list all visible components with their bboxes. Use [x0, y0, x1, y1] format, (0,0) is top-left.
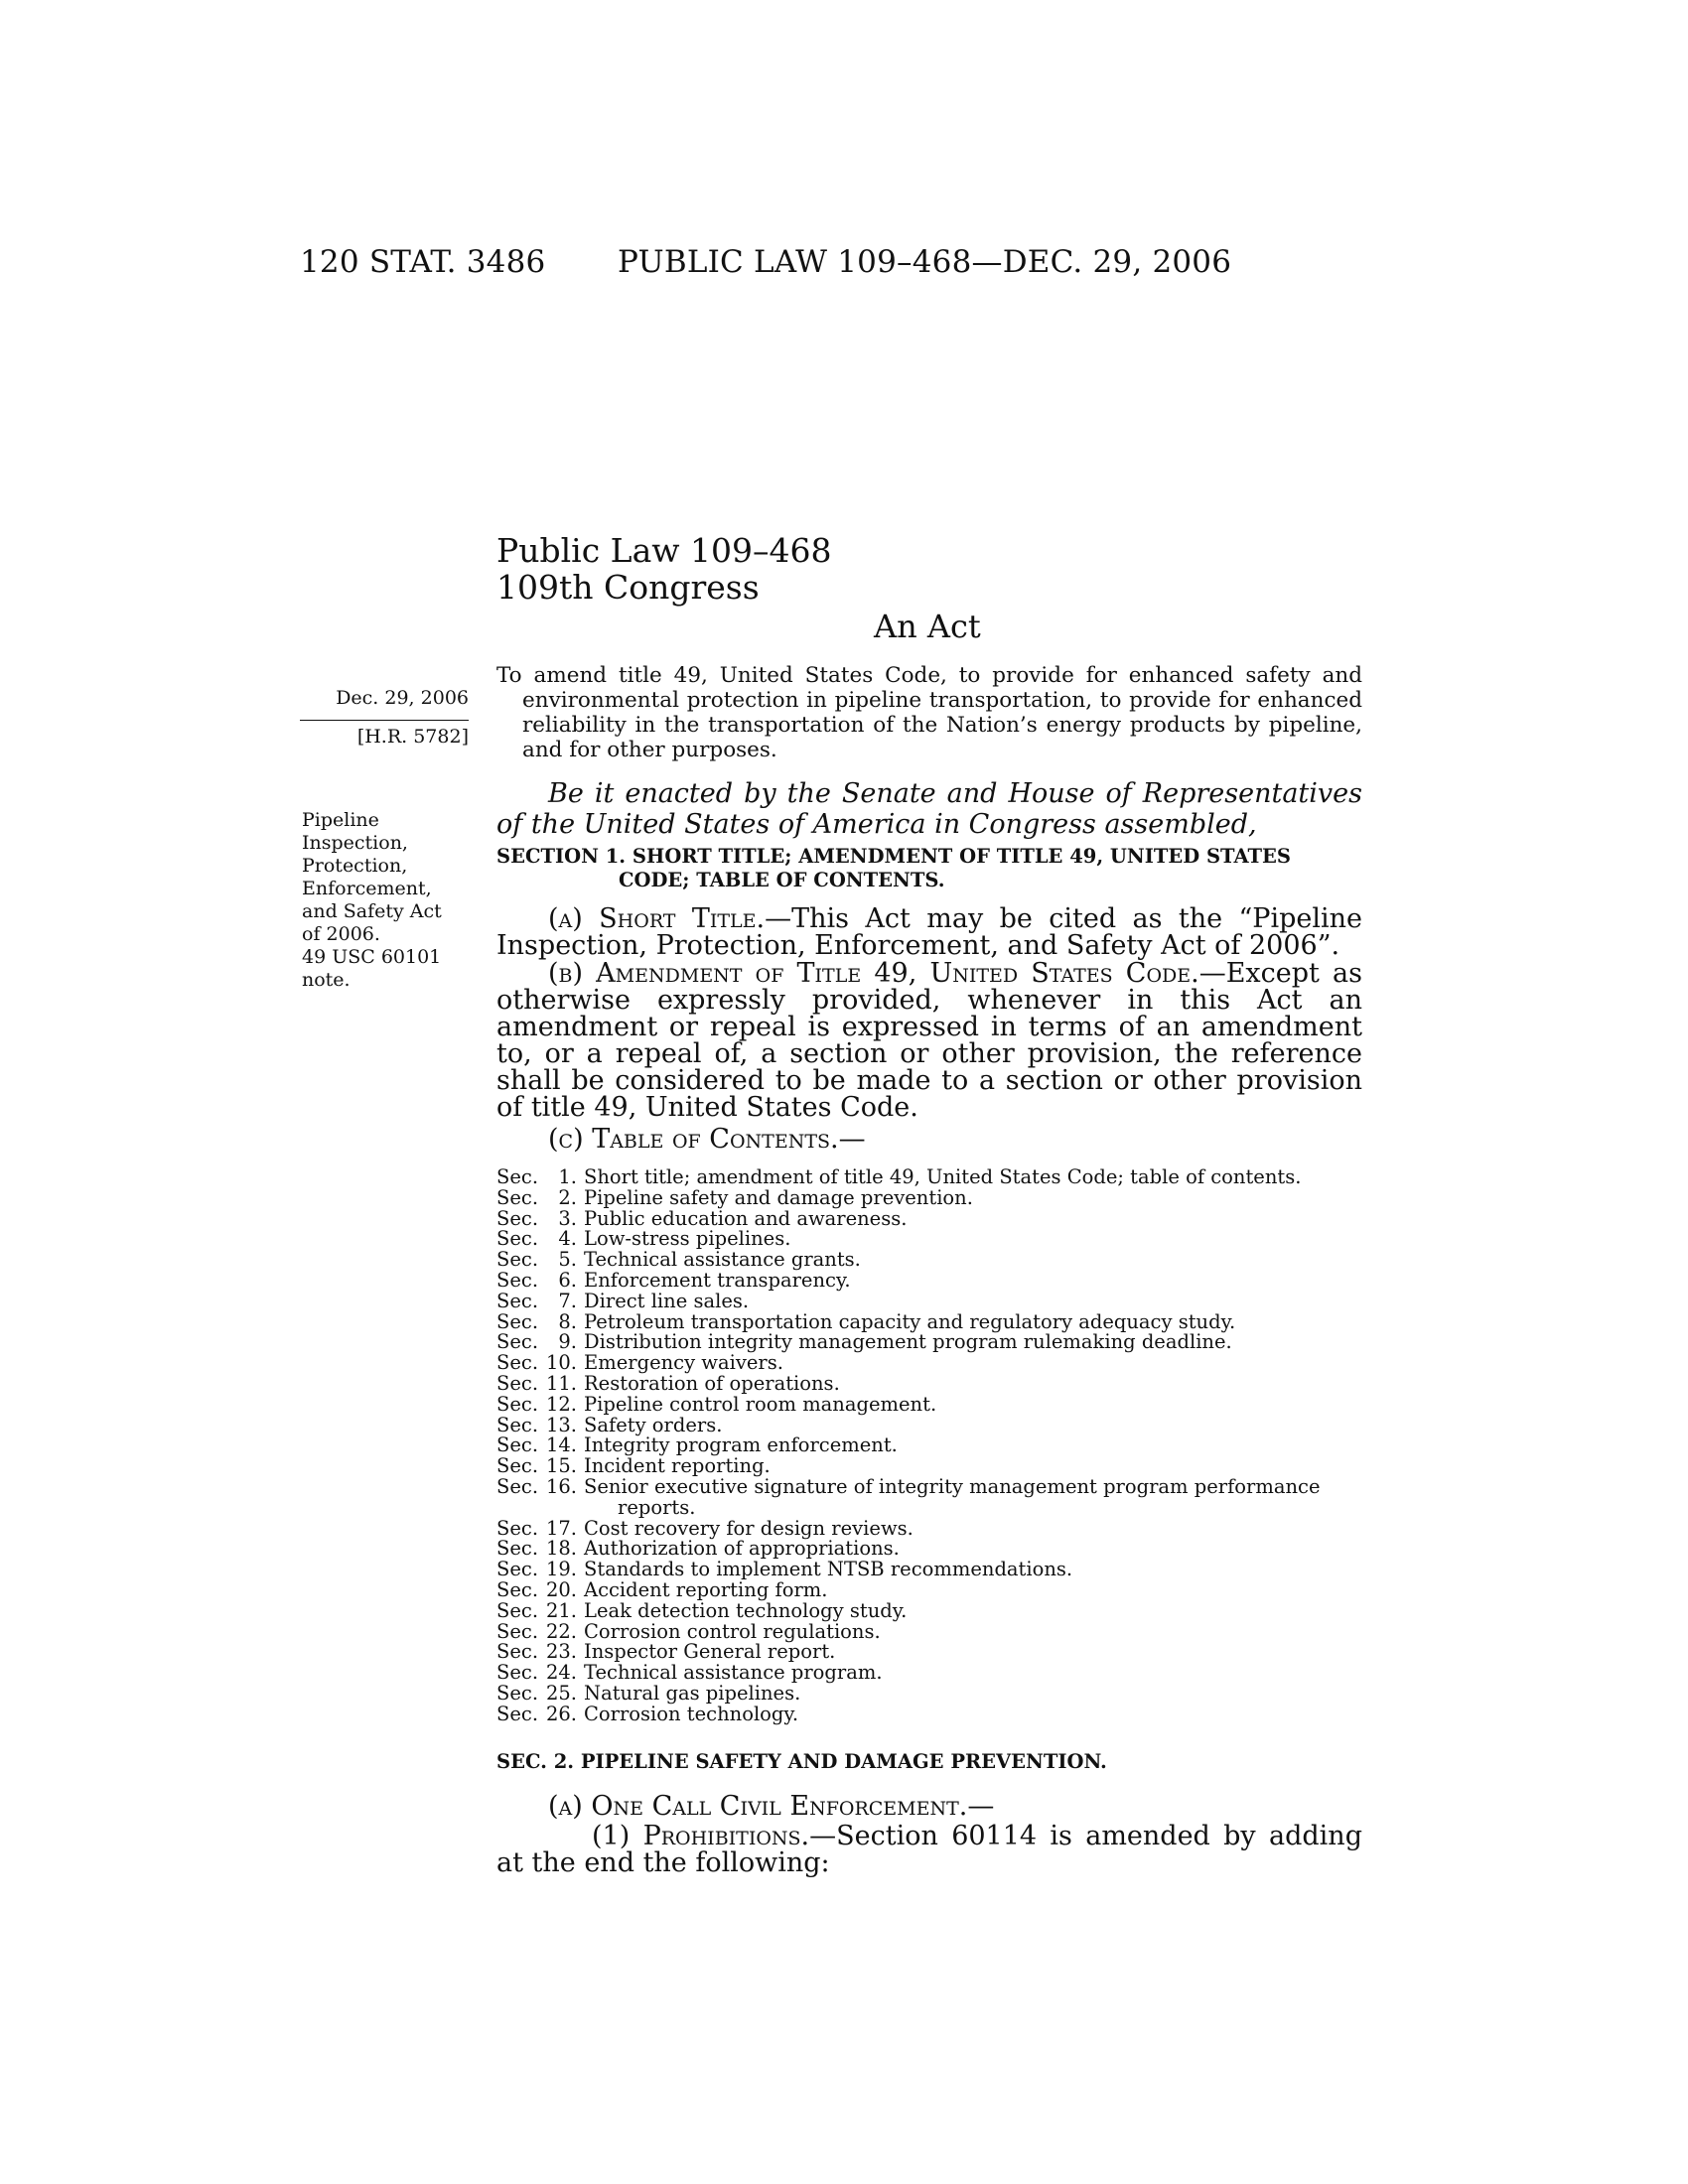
toc-entry — [496, 1413, 1362, 1436]
subsection-label: (a) One Call Civil Enforcement. — [548, 1791, 968, 1822]
toc-number: 12. — [545, 1392, 577, 1416]
toc-entry — [496, 1474, 1362, 1519]
toc-entry — [496, 1229, 1362, 1250]
toc-title-text: Enforcement transparency. — [584, 1268, 851, 1292]
toc-number: 18. — [545, 1537, 577, 1561]
section-2-heading: SEC. 2. PIPELINE SAFETY AND DAMAGE PREVENTION. — [496, 1750, 1107, 1773]
toc-title — [584, 1577, 1362, 1601]
section-1-c — [496, 1126, 1362, 1153]
toc-title — [584, 1268, 1362, 1292]
toc-entry — [496, 1598, 1362, 1622]
toc-title-text: Short title; amendment of title 49, United States Code; table of contents. — [584, 1165, 1302, 1188]
toc-title-text: Cost recovery for design reviews. — [584, 1516, 914, 1540]
toc-title-text: Standards to implement NTSB recommendations. — [584, 1558, 1073, 1581]
toc-title-text: Incident reporting. — [584, 1454, 771, 1478]
toc-entry — [496, 1560, 1362, 1580]
toc-sec-prefix: Sec. — [496, 1248, 539, 1272]
toc-entry — [496, 1250, 1362, 1271]
toc-title — [584, 1309, 1362, 1333]
toc-entry — [496, 1577, 1362, 1601]
toc-sec-prefix: Sec. — [496, 1392, 539, 1416]
toc-entry — [496, 1456, 1362, 1477]
toc-sec-prefix: Sec. — [496, 1454, 539, 1478]
toc-title — [584, 1516, 1362, 1540]
toc-entry — [496, 1332, 1362, 1353]
toc-title-text: Senior executive signature of integrity management program performance — [584, 1474, 1321, 1498]
toc-number: 10. — [545, 1351, 577, 1375]
toc-number: 24. — [545, 1661, 577, 1685]
toc-title — [584, 1167, 1362, 1188]
running-head: PUBLIC LAW 109–468—DEC. 29, 2006 — [618, 244, 1232, 280]
section-1-heading: SECTION 1. SHORT TITLE; AMENDMENT OF TITLE 49, UNITED STATES CODE; TABLE OF CONTENTS. — [496, 845, 1291, 891]
enacting-clause: Be it enacted by the Senate and House of Representatives of the United States of America in Congress assembled, — [496, 778, 1362, 840]
toc-entry — [496, 1619, 1362, 1643]
public-law-number: Public Law 109–468 — [496, 531, 832, 570]
law-title-block — [496, 532, 831, 606]
toc-number: 3. — [558, 1206, 577, 1230]
margin-note-line: Pipeline — [302, 809, 379, 831]
toc-title — [584, 1642, 1362, 1663]
toc-title — [584, 1185, 1362, 1209]
toc-sec-prefix: Sec. — [496, 1309, 539, 1333]
toc-number: 25. — [545, 1681, 577, 1705]
toc-title — [584, 1619, 1362, 1643]
toc-sec-prefix: Sec. — [496, 1702, 539, 1725]
toc-title-text: Safety orders. — [584, 1413, 723, 1436]
section-2-a-1 — [496, 1823, 1362, 1876]
toc-number: 4. — [558, 1227, 577, 1251]
toc-entry — [496, 1167, 1362, 1188]
toc-number: 20. — [545, 1577, 577, 1601]
toc-sec-prefix: Sec. — [496, 1227, 539, 1251]
table-of-contents — [496, 1167, 1362, 1725]
toc-number: 23. — [545, 1640, 577, 1664]
subsection-label: (c) Table of Contents. — [548, 1124, 839, 1155]
margin-note-line: Protection, — [302, 855, 408, 877]
toc-title-text: Corrosion control regulations. — [584, 1619, 881, 1643]
toc-number: 17. — [545, 1516, 577, 1540]
toc-sec-prefix: Sec. — [496, 1681, 539, 1705]
toc-number: 5. — [558, 1248, 577, 1272]
paragraph-text: —Section 60114 is amended by adding at the end the following: — [496, 1821, 1362, 1878]
toc-sec-prefix: Sec. — [496, 1371, 539, 1395]
toc-title — [584, 1392, 1362, 1416]
margin-date-block — [300, 686, 469, 749]
subsection-text: —This Act may be cited as the “Pipeline Inspection, Protection, Enforcement, and Safety Act of 2006”. — [496, 903, 1362, 961]
toc-title — [584, 1206, 1362, 1230]
toc-title — [584, 1456, 1362, 1477]
toc-number: 15. — [545, 1454, 577, 1478]
toc-title-text: Accident reporting form. — [584, 1577, 828, 1601]
toc-title-text: Restoration of operations. — [584, 1371, 840, 1395]
margin-note-line: note. — [302, 969, 351, 991]
toc-title-text: Natural gas pipelines. — [584, 1681, 801, 1705]
toc-number: 7. — [558, 1289, 577, 1312]
purpose-paragraph: To amend title 49, United States Code, to provide for enhanced safety and environmental protection in pipeline transportation, to provide for enhanced reliability in the transportation of the Nation’s energy products by pipeline, and for other purposes. — [496, 663, 1362, 762]
toc-number: 16. — [545, 1474, 577, 1498]
margin-note-line: of 2006. — [302, 923, 380, 945]
toc-number: 26. — [545, 1702, 577, 1725]
toc-title — [584, 1413, 1362, 1436]
toc-sec-prefix: Sec. — [496, 1516, 539, 1540]
margin-note — [302, 809, 461, 992]
paragraph-label: (1) Prohibitions. — [592, 1821, 810, 1851]
toc-title-text: Inspector General report. — [584, 1640, 836, 1664]
toc-entry — [496, 1642, 1362, 1663]
toc-number: 22. — [545, 1619, 577, 1643]
toc-sec-prefix: Sec. — [496, 1433, 539, 1457]
toc-title — [584, 1474, 1362, 1519]
toc-title-text: Public education and awareness. — [584, 1206, 908, 1230]
toc-sec-prefix: Sec. — [496, 1413, 539, 1436]
page-stat-number: 120 STAT. 3486 — [300, 244, 546, 280]
toc-title — [584, 1702, 1362, 1725]
margin-note-line: and Safety Act — [302, 900, 442, 922]
toc-title-text: Pipeline safety and damage prevention. — [584, 1185, 973, 1209]
toc-title-text: Distribution integrity management program rulemaking deadline. — [584, 1330, 1232, 1354]
toc-title-text: Corrosion technology. — [584, 1702, 799, 1725]
toc-entry — [496, 1353, 1362, 1374]
toc-title — [584, 1289, 1362, 1312]
toc-sec-prefix: Sec. — [496, 1661, 539, 1685]
section-2-a — [496, 1793, 1362, 1820]
toc-title-text: Direct line sales. — [584, 1289, 750, 1312]
toc-entry — [496, 1539, 1362, 1560]
toc-sec-prefix: Sec. — [496, 1165, 539, 1188]
toc-sec-prefix: Sec. — [496, 1558, 539, 1581]
toc-title — [584, 1681, 1362, 1705]
toc-title — [584, 1371, 1362, 1395]
margin-divider — [300, 710, 469, 721]
toc-number: 8. — [558, 1309, 577, 1333]
toc-number: 13. — [545, 1413, 577, 1436]
margin-note-line: Inspection, — [302, 832, 408, 854]
act-label: An Act — [874, 608, 981, 645]
toc-entry — [496, 1206, 1362, 1230]
toc-sec-prefix: Sec. — [496, 1185, 539, 1209]
bill-number: [H.R. 5782] — [356, 726, 469, 748]
toc-number: 11. — [545, 1371, 577, 1395]
toc-sec-prefix: Sec. — [496, 1577, 539, 1601]
toc-entry — [496, 1309, 1362, 1333]
toc-title-text: Authorization of appropriations. — [584, 1537, 900, 1561]
subsection-text: — — [967, 1791, 995, 1822]
subsection-label: (a) Short Title. — [548, 903, 766, 934]
toc-number: 6. — [558, 1268, 577, 1292]
toc-title — [584, 1539, 1362, 1560]
toc-entry — [496, 1185, 1362, 1209]
toc-title — [584, 1663, 1362, 1684]
toc-title-text: Leak detection technology study. — [584, 1598, 908, 1622]
toc-title — [584, 1250, 1362, 1271]
toc-entry — [496, 1435, 1362, 1456]
toc-title-text: Emergency waivers. — [584, 1351, 783, 1375]
toc-sec-prefix: Sec. — [496, 1474, 539, 1498]
toc-title-text: Pipeline control room management. — [584, 1392, 937, 1416]
toc-sec-prefix: Sec. — [496, 1537, 539, 1561]
toc-title — [584, 1560, 1362, 1580]
toc-entry — [496, 1663, 1362, 1684]
toc-title — [584, 1435, 1362, 1456]
toc-number: 21. — [545, 1598, 577, 1622]
toc-entry — [496, 1268, 1362, 1292]
toc-number: 1. — [558, 1165, 577, 1188]
subsection-text: —Except as otherwise expressly provided, whenever in this Act an amendment or repeal is expressed in terms of an amendment to, or a repeal of, a section or other provision, the reference shall be considered to be made to a section or other provision of title 49, United States Code. — [496, 958, 1362, 1123]
toc-title — [584, 1353, 1362, 1374]
toc-title — [584, 1332, 1362, 1353]
toc-sec-prefix: Sec. — [496, 1351, 539, 1375]
toc-sec-prefix: Sec. — [496, 1330, 539, 1354]
toc-number: 9. — [558, 1330, 577, 1354]
section-1-b — [496, 960, 1362, 1121]
toc-entry — [496, 1681, 1362, 1705]
toc-entry — [496, 1702, 1362, 1725]
toc-title-text: Petroleum transportation capacity and regulatory adequacy study. — [584, 1309, 1236, 1333]
toc-title-text: Low-stress pipelines. — [584, 1227, 791, 1251]
toc-title-text: Technical assistance program. — [584, 1661, 883, 1685]
toc-sec-prefix: Sec. — [496, 1206, 539, 1230]
toc-sec-prefix: Sec. — [496, 1619, 539, 1643]
toc-number: 14. — [545, 1433, 577, 1457]
toc-sec-prefix: Sec. — [496, 1598, 539, 1622]
toc-sec-prefix: Sec. — [496, 1268, 539, 1292]
margin-note-line: Enforcement, — [302, 878, 432, 899]
margin-note-line: 49 USC 60101 — [302, 946, 442, 968]
toc-entry — [496, 1289, 1362, 1312]
congress-number: 109th Congress — [496, 568, 760, 607]
subsection-text: — — [838, 1124, 866, 1155]
subsection-label: (b) Amendment of Title 49, United States Code. — [548, 958, 1199, 989]
toc-sec-prefix: Sec. — [496, 1289, 539, 1312]
toc-number: 19. — [545, 1558, 577, 1581]
toc-title-text: Technical assistance grants. — [584, 1248, 861, 1272]
toc-entry — [496, 1516, 1362, 1540]
section-1-a — [496, 905, 1362, 959]
enactment-date: Dec. 29, 2006 — [336, 687, 469, 709]
toc-title-continuation: reports. — [618, 1495, 696, 1519]
toc-entry — [496, 1392, 1362, 1416]
toc-title-text: Integrity program enforcement. — [584, 1433, 898, 1457]
toc-number: 2. — [558, 1185, 577, 1209]
toc-title — [584, 1229, 1362, 1250]
toc-sec-prefix: Sec. — [496, 1640, 539, 1664]
toc-title — [584, 1598, 1362, 1622]
toc-entry — [496, 1371, 1362, 1395]
